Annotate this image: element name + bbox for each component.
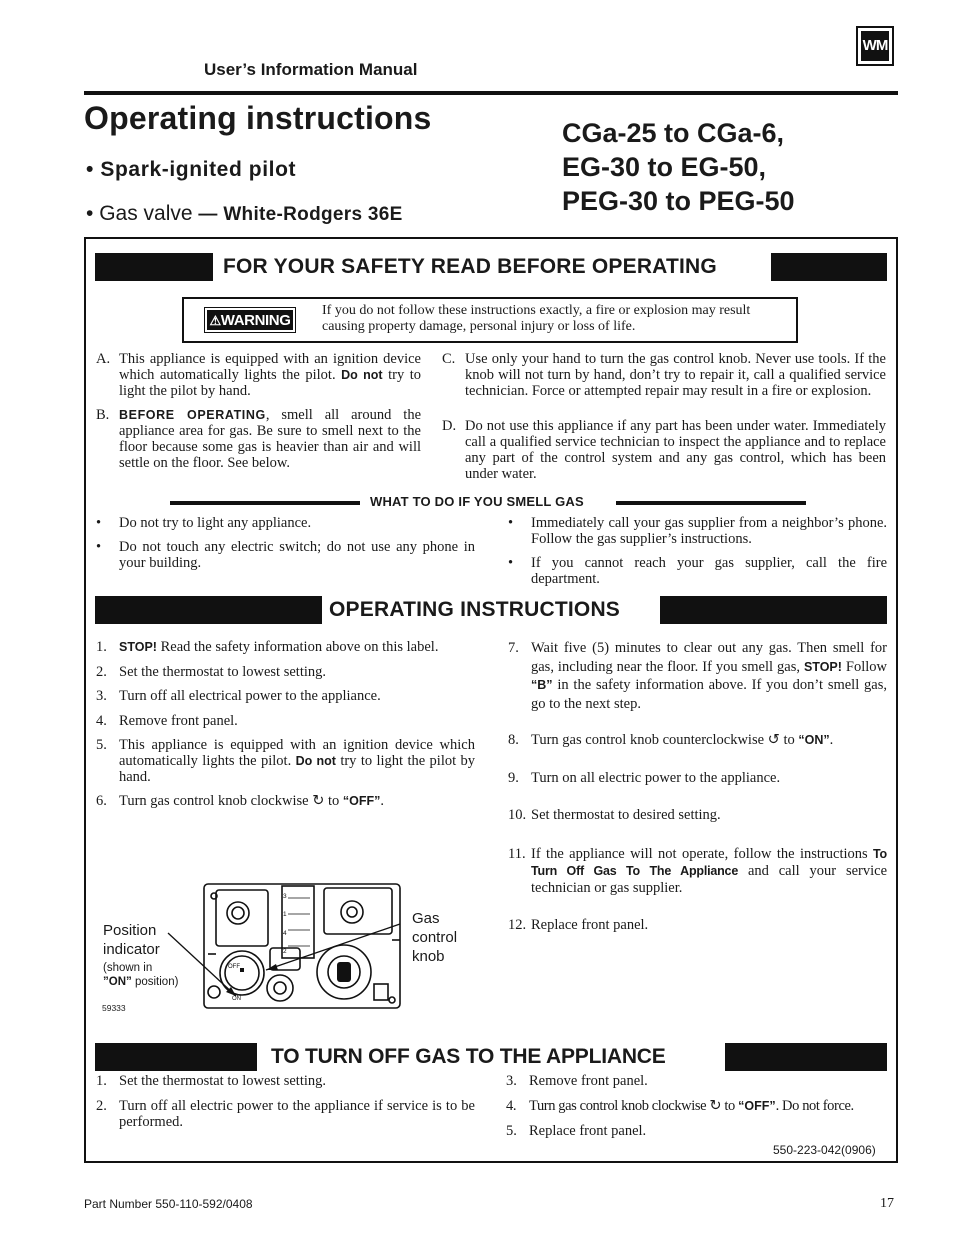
warning-text: If you do not follow these instructions exactly, a fire or explosion may result causing property damage, personal injury or loss of life.	[322, 303, 751, 334]
label-document-code: 550-223-042(0906)	[773, 1143, 876, 1157]
warning-box	[182, 297, 798, 343]
step-text: If the appliance will not operate, follow the instructions	[531, 846, 868, 862]
safety-heading-text: FOR YOUR SAFETY READ BEFORE OPERATING	[223, 255, 717, 278]
item-text: Use only your hand to turn the gas control knob. Never use tools. If the knob will not turn by hand, don’t try to repair it, call a qualified service technician. Force or attempted repair may result in a fire or explosion.	[465, 351, 886, 399]
step-number: 8.	[508, 732, 519, 748]
model-line: CGa-25 to CGa-6,	[562, 118, 785, 148]
step-number: 1.	[96, 1073, 107, 1089]
clockwise-arrow-icon: ↻	[312, 793, 325, 809]
step-bold: “OFF”	[342, 794, 381, 808]
step-text: and call your service technician or gas supplier.	[531, 863, 888, 896]
item-bold: BEFORE OPERATING	[119, 408, 266, 422]
step-text: Replace front panel.	[531, 917, 649, 933]
bullet: •	[508, 515, 514, 531]
subtitle-spark-text: Spark-ignited pilot	[100, 158, 297, 181]
step-text: to	[327, 793, 340, 809]
bullet: •	[96, 515, 102, 531]
step-text: to	[724, 1098, 735, 1114]
dial-on-label: ON	[232, 996, 241, 1002]
model-line: EG-30 to EG-50,	[562, 152, 767, 182]
heading-bar-left	[95, 596, 322, 624]
subheading-rule-right	[616, 501, 806, 505]
smell-gas-heading-text: WHAT TO DO IF YOU SMELL GAS	[370, 494, 584, 509]
step-number: 3.	[506, 1073, 517, 1089]
step-text: Turn gas control knob clockwise	[529, 1098, 707, 1114]
safety-heading	[95, 253, 887, 281]
figure-label-knob	[412, 909, 457, 966]
smell-gas-heading	[170, 494, 810, 510]
step-text: Turn off all electric power to the appliance if service is to be performed.	[119, 1098, 475, 1130]
step-number: 4.	[96, 713, 107, 729]
scale-mark: 4	[283, 930, 287, 937]
step-text: Follow	[845, 658, 888, 675]
item-label: C.	[442, 351, 456, 367]
step-text: try to light the pilot by hand.	[119, 753, 476, 785]
step-bold: “ON”	[798, 733, 830, 747]
step-number: 9.	[508, 770, 519, 786]
page-number: 17	[880, 1196, 894, 1211]
item-text: Immediately call your gas supplier from a neighbor’s phone. Follow the gas supplier’s instructions.	[531, 515, 887, 547]
step-text: .	[380, 793, 384, 809]
heading-bar-left	[95, 253, 213, 281]
heading-bar-right	[725, 1043, 887, 1071]
logo-text: WM	[861, 31, 889, 61]
step-text: Read the safety information above on this label.	[160, 639, 439, 655]
subtitle-gas-valve-prefix: Gas valve	[99, 202, 193, 225]
step-number: 7.	[508, 640, 519, 656]
dial-off-label: OFF	[228, 964, 240, 970]
step-number: 11.	[508, 846, 526, 862]
turnoff-heading	[95, 1043, 887, 1071]
item-bold: Do not	[341, 368, 383, 382]
item-text: Do not touch any electric switch; do not use any phone in your building.	[119, 539, 475, 571]
subheading-rule-left	[170, 501, 360, 505]
scale-mark: 3	[283, 893, 287, 900]
step-text: Wait five (5) minutes to clear out any gas. Then smell for gas, including near the floor. If you smell gas,	[531, 640, 887, 675]
clockwise-arrow-icon: ↻	[709, 1098, 722, 1114]
item-text: If you cannot reach your gas supplier, call the fire department.	[531, 555, 887, 587]
step-text: Replace front panel.	[529, 1123, 647, 1139]
step-text: Remove front panel.	[119, 713, 238, 729]
step-bold: STOP!	[803, 659, 842, 674]
counterclockwise-arrow-icon: ↺	[767, 732, 780, 748]
step-number: 2.	[96, 664, 107, 680]
step-text: Turn on all electric power to the appliance.	[531, 770, 781, 786]
subtitle-gas-valve: • Gas valve — White-Rodgers 36E	[86, 202, 403, 225]
step-text: Remove front panel.	[529, 1073, 648, 1089]
subtitle-dash: —	[198, 204, 218, 225]
model-line: PEG-30 to PEG-50	[562, 186, 795, 216]
label-line: indicator	[103, 941, 160, 958]
note-line: position)	[134, 976, 179, 988]
warning-badge	[204, 307, 296, 333]
subtitle-spark-ignited: • Spark-ignited pilot	[86, 158, 297, 181]
figure-label-position	[103, 921, 160, 959]
warning-triangle-icon: ⚠	[209, 313, 221, 328]
item-text: , smell all around the appliance area for gas. Be sure to smell next to the floor because some gas is heavier than air and will settle on the floor. See below.	[119, 407, 422, 471]
item-label: B.	[96, 407, 110, 423]
page-title: Operating instructions	[84, 100, 432, 136]
figure-id: 59333	[102, 1003, 126, 1013]
operating-heading-text: OPERATING INSTRUCTIONS	[329, 598, 621, 621]
step-number: 6.	[96, 793, 107, 809]
item-text: Do not try to light any appliance.	[119, 515, 312, 531]
note-line: (shown in	[103, 962, 153, 974]
step-number: 12.	[508, 917, 527, 933]
step-bold: STOP!	[119, 640, 157, 654]
label-line: Position	[103, 922, 157, 939]
step-number: 5.	[96, 737, 107, 753]
heading-bar-right	[660, 596, 887, 624]
step-text: Set the thermostat to lowest setting.	[119, 1073, 327, 1089]
item-label: D.	[442, 418, 457, 434]
step-number: 3.	[96, 688, 107, 704]
label-line: control	[412, 929, 458, 946]
step-bold: “OFF”	[738, 1099, 776, 1113]
bullet: •	[96, 539, 102, 555]
step-number: 4.	[506, 1098, 517, 1114]
step-text: Turn gas control knob counterclockwise	[531, 732, 765, 748]
item-text: Do not use this appliance if any part has been under water. Immediately call a qualified service technician to inspect the appliance and to replace any part of the control system and any gas control, which has been under water.	[465, 418, 886, 482]
step-text: Turn gas control knob clockwise	[119, 793, 309, 809]
operating-heading	[95, 596, 887, 624]
scale-mark: 1	[283, 911, 287, 918]
step-text: Turn off all electrical power to the appliance.	[119, 688, 381, 704]
warning-label: WARNING	[220, 312, 291, 329]
label-line: Gas	[412, 910, 440, 927]
step-bold: To Turn Off Gas To The Appliance	[531, 847, 887, 878]
step-text: This appliance is equipped with an ignition device which automatically lights the pilot.	[119, 737, 475, 769]
bullet: •	[508, 555, 514, 571]
step-number: 1.	[96, 639, 107, 655]
gas-valve-illustration	[160, 880, 410, 1015]
scale-mark: 2	[283, 948, 287, 955]
step-number: 2.	[96, 1098, 107, 1114]
manual-title: User’s Information Manual	[204, 60, 418, 79]
step-bold: Do not	[295, 754, 336, 768]
step-number: 10.	[508, 807, 527, 823]
step-text: Set the thermostat to lowest setting.	[119, 664, 327, 680]
step-bold: “B”	[531, 678, 553, 692]
item-label: A.	[96, 351, 111, 367]
item-text: This appliance is equipped with an ignition device which automatically lights the pilot.	[119, 351, 421, 383]
turnoff-heading-text: TO TURN OFF GAS TO THE APPLIANCE	[271, 1045, 666, 1068]
item-text: try to light the pilot by hand.	[119, 367, 422, 399]
label-line: knob	[412, 948, 445, 965]
step-text: Set thermostat to desired setting.	[531, 807, 721, 823]
weil-mclain-logo	[856, 26, 894, 66]
subtitle-valve-model: White-Rodgers 36E	[223, 204, 403, 225]
note-bold: ”ON”	[103, 976, 132, 988]
step-text: in the safety information above. If you don’t smell gas, go to the next step.	[531, 677, 887, 712]
step-text: to	[783, 732, 795, 748]
step-text: .	[829, 732, 834, 748]
heading-bar-left	[95, 1043, 257, 1071]
heading-bar-right	[771, 253, 887, 281]
model-list	[562, 116, 795, 218]
part-number: Part Number 550-110-592/0408	[84, 1197, 253, 1211]
step-number: 5.	[506, 1123, 517, 1139]
header-rule	[84, 91, 898, 95]
step-text: . Do not force.	[775, 1098, 854, 1114]
